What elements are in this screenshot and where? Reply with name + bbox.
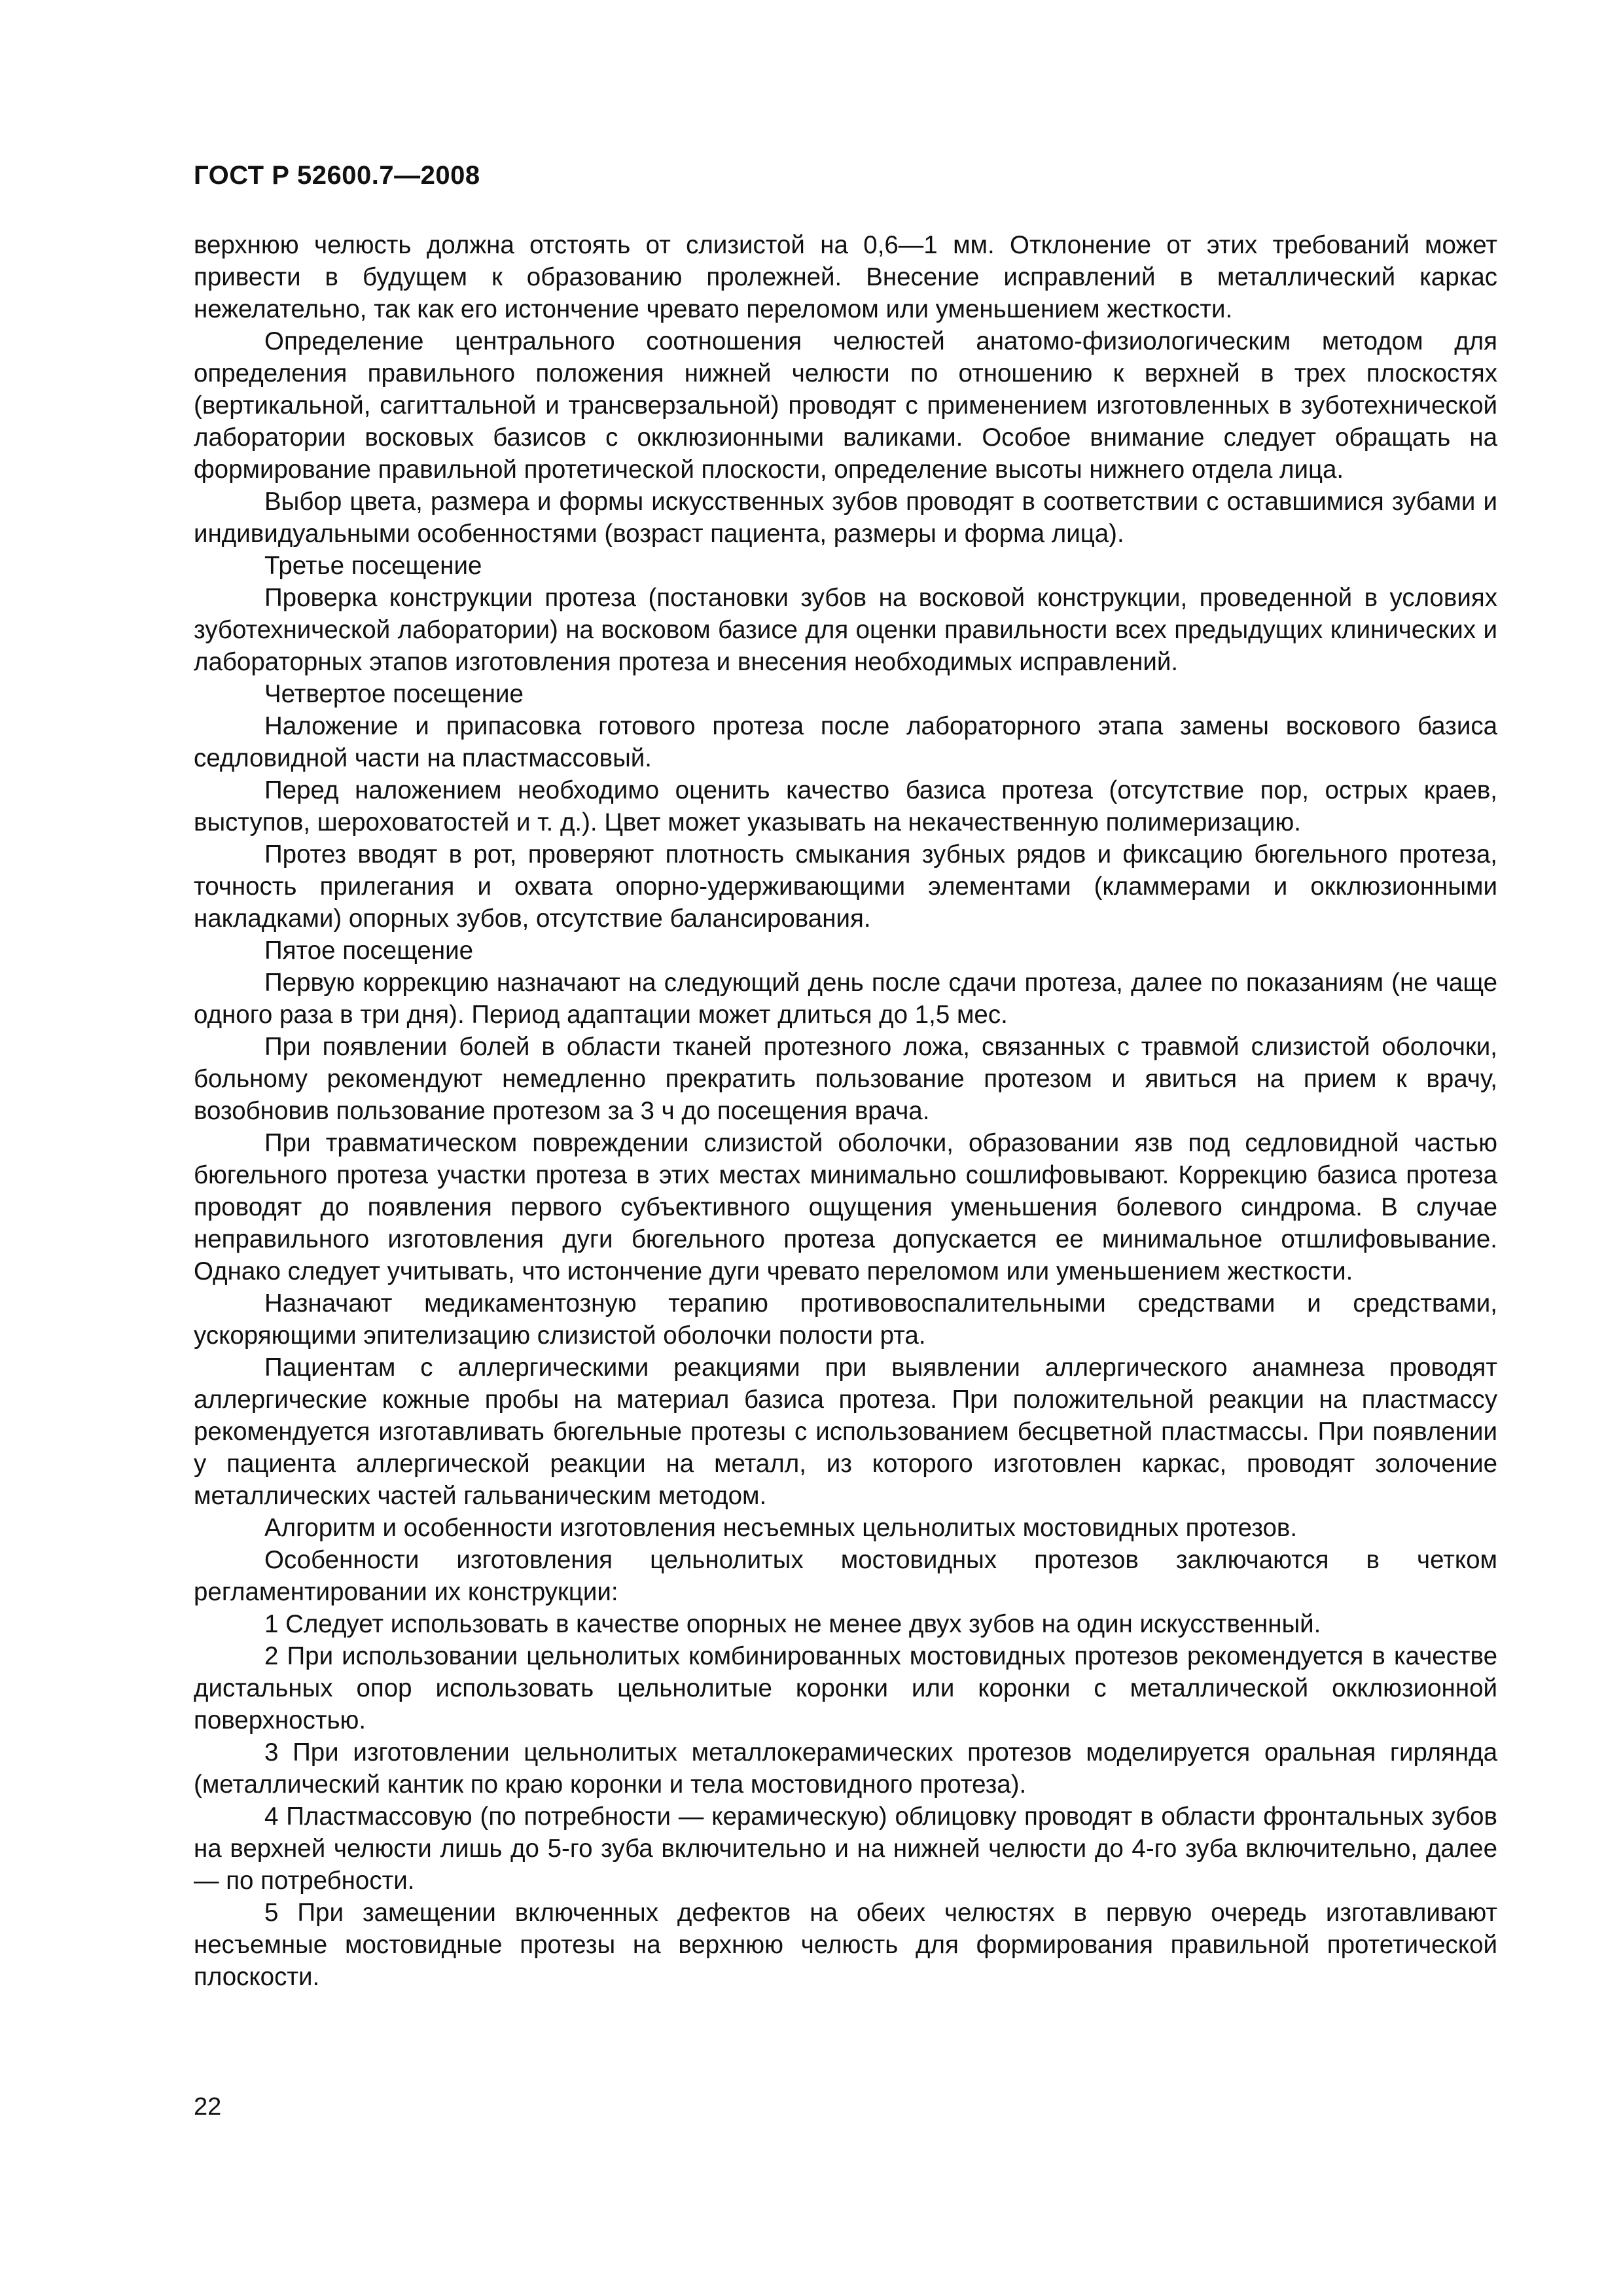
list-item: 4 Пластмассовую (по потребности — керамическую) облицовку проводят в области фронтальных зубов на верхней челюсти лишь до 5-го зуба включительно и на нижней челюсти до 4-го зуба включительно, далее — по потребности. <box>194 1803 1497 1895</box>
list-item: 2 При использовании цельнолитых комбинированных мостовидных протезов рекомендуется в качестве дистальных опор использовать цельнолитые коронки или коронки с металлической окклюзионной поверхностью. <box>194 1642 1497 1734</box>
paragraph: Особенности изготовления цельнолитых мостовидных протезов заключаются в четком регламентировании их конструкции: <box>194 1546 1497 1606</box>
list-item: 5 При замещении включенных дефектов на обеих челюстях в первую очередь изготавливают несъемные мостовидные протезы на верхнюю челюсть для формирования правильной протетической плоскости. <box>194 1899 1497 1991</box>
paragraph: Наложение и припасовка готового протеза после лабораторного этапа замены воскового базиса седловидной части на пластмассовый. <box>194 712 1497 772</box>
paragraph: Определение центрального соотношения челюстей анатомо-физиологическим методом для определения правильного положения нижней челюсти по отношению к верхней в трех плоскостях (вертикальной, сагиттальной и трансверзальной) проводят с применением изготовленных в зуботехнической лаборатории восковых базисов с окклюзионными валиками. Особое внимание следует обращать на формирование правильной протетической плоскости, определение высоты нижнего отдела лица. <box>194 327 1497 484</box>
section-heading: Третье посещение <box>264 552 482 580</box>
paragraph: Первую коррекцию назначают на следующий день после сдачи протеза, далее по показаниям (не чаще одного раза в три дня). Период адаптации может длиться до 1,5 мес. <box>194 969 1497 1029</box>
list-item: 3 При изготовлении цельнолитых металлокерамических протезов моделируется оральная гирлянда (металлический кантик по краю коронки и тела мостовидного протеза). <box>194 1738 1497 1799</box>
paragraph: Перед наложением необходимо оценить качество базиса протеза (отсутствие пор, острых краев, выступов, шероховатостей и т. д.). Цвет может указывать на некачественную полимеризацию. <box>194 776 1497 836</box>
paragraph: верхнюю челюсть должна отстоять от слизистой на 0,6—1 мм. Отклонение от этих требований может привести в будущем к образованию пролежней. Внесение исправлений в металлический каркас нежелательно, так как его истончение чревато переломом или уменьшением жесткости. <box>194 231 1497 323</box>
paragraph: Пациентам с аллергическими реакциями при выявлении аллергического анамнеза проводят аллергические кожные пробы на материал базиса протеза. При положительной реакции на пластмассу рекомендуется изготавливать бюгельные протезы с использованием бесцветной пластмассы. При появлении у пациента аллергической реакции на металл, из которого изготовлен каркас, проводят золочение металлических частей гальваническим методом. <box>194 1354 1497 1510</box>
page-number: 22 <box>194 2093 222 2121</box>
paragraph: Алгоритм и особенности изготовления несъемных цельнолитых мостовидных протезов. <box>264 1514 1298 1542</box>
paragraph: Назначают медикаментозную терапию противовоспалительными средствами и средствами, ускоряющими эпителизацию слизистой оболочки полости рта. <box>194 1289 1497 1350</box>
document-code-header: ГОСТ Р 52600.7—2008 <box>194 161 480 190</box>
paragraph: Выбор цвета, размера и формы искусственных зубов проводят в соответствии с оставшимися зубами и индивидуальными особенностями (возраст пациента, размеры и форма лица). <box>194 488 1497 548</box>
section-heading: Пятое посещение <box>264 937 473 965</box>
paragraph: При появлении болей в области тканей протезного ложа, связанных с травмой слизистой оболочки, больному рекомендуют немедленно прекратить пользование протезом и явиться на прием к врачу, возобновив пользование протезом за 3 ч до посещения врача. <box>194 1033 1497 1125</box>
list-item: 1 Следует использовать в качестве опорных не менее двух зубов на один искусственный. <box>264 1610 1321 1638</box>
paragraph: Проверка конструкции протеза (постановки зубов на восковой конструкции, проведенной в условиях зуботехнической лаборатории) на восковом базисе для оценки правильности всех предыдущих клинических и лабораторных этапов изготовления протеза и внесения необходимых исправлений. <box>194 584 1497 676</box>
paragraph: Протез вводят в рот, проверяют плотность смыкания зубных рядов и фиксацию бюгельного протеза, точность прилегания и охвата опорно-удерживающими элементами (кламмерами и окклюзионными накладками) опорных зубов, отсутствие балансирования. <box>194 840 1497 933</box>
paragraph: При травматическом повреждении слизистой оболочки, образовании язв под седловидной частью бюгельного протеза участки протеза в этих местах минимально сошлифовывают. Коррекцию базиса протеза проводят до появления первого субъективного ощущения уменьшения болевого синдрома. В случае неправильного изготовления дуги бюгельного протеза допускается ее минимальное отшлифовывание. Однако следует учитывать, что истончение дуги чревато переломом или уменьшением жесткости. <box>194 1129 1497 1285</box>
document-body <box>194 229 1497 1993</box>
section-heading: Четвертое посещение <box>264 680 524 708</box>
